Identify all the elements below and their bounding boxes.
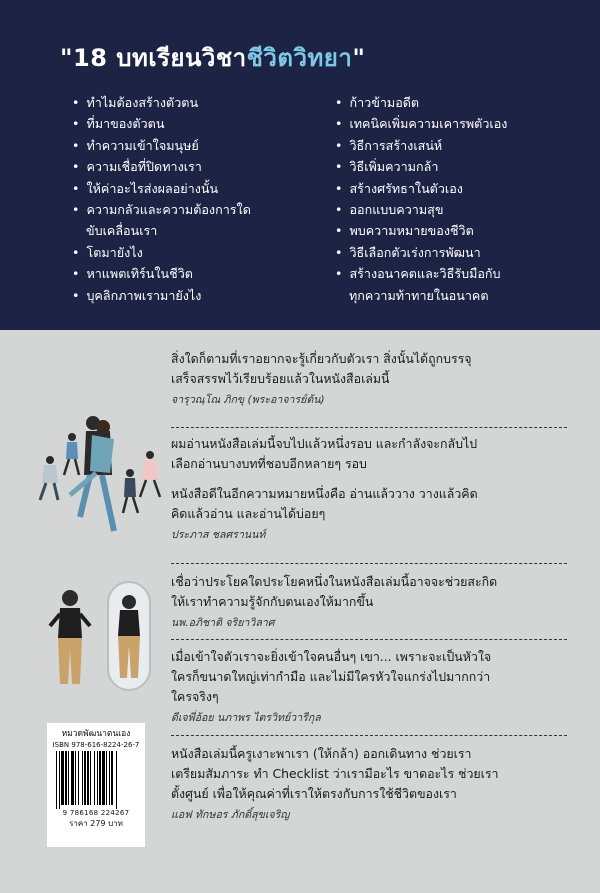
barcode-bar <box>116 751 117 809</box>
price: ราคา 279 บาท <box>69 819 123 828</box>
title-accent: ชีวิตวิทยา <box>246 44 353 72</box>
quote-line: เสร็จสรรพไว้เรียบร้อยแล้วในหนังสือเล่มนี้ <box>171 371 390 386</box>
barcode-bar <box>82 751 83 805</box>
topic-item: • สร้างศรัทธาในตัวเอง <box>335 178 575 199</box>
hugging-couple <box>70 416 114 531</box>
topic-item: • ออกแบบความสุข <box>335 199 575 220</box>
topic-item: • ความกลัวและความต้องการใด ขับเคลื่อนเรา <box>72 199 312 242</box>
barcode-bar <box>109 751 110 805</box>
topic-item: • โตมายังไง <box>72 242 312 263</box>
quote-line: เลือกอ่านบางบทที่ชอบอีกหลายๆ รอบ <box>171 456 367 471</box>
quote-line: ใครก็ขนาดใหญ่เท่ากำมือ และไม่มีใครหัวใจแกร่งไปมากกว่า <box>171 669 491 684</box>
topic-item: • ที่มาของตัวตน <box>72 113 312 134</box>
topic-item: • สร้างอนาคตและวิธีรับมือกับ ทุกความท้าทายในอนาคต <box>335 263 575 306</box>
divider <box>171 639 567 640</box>
book-category: หมวดพัฒนาตนเอง <box>61 729 131 739</box>
quote-author: ประภาส ชลศรานนท์ <box>171 529 266 541</box>
divider <box>171 563 567 564</box>
barcode-bar <box>78 751 79 805</box>
quote-line: หนังสือเล่มนี้ครูเงาะพาเรา (ให้กล้า) ออกเดินทาง ช่วยเรา <box>171 746 472 761</box>
topic-item: • พบความหมายของชีวิต <box>335 220 575 241</box>
quote-author: แอฟ ทักษอร ภักดิ์สุขเจริญ <box>171 809 290 821</box>
barcode-bar <box>84 751 86 805</box>
barcode-bar <box>56 751 57 809</box>
topic-item: • วิธีการสร้างเสน่ห์ <box>335 135 575 156</box>
title-part2: " <box>352 44 366 72</box>
quote-line: คิดแล้วอ่าน และอ่านได้บ่อยๆ <box>171 506 326 521</box>
barcode-bar <box>87 751 89 805</box>
book-title <box>60 38 560 77</box>
endorsement-quote <box>171 647 571 726</box>
endorsement-quote <box>171 349 571 408</box>
topic-item: • ก้าวข้ามอดีต <box>335 92 575 113</box>
barcode-digits: 9 786168 224267 <box>62 809 130 817</box>
barcode-bar <box>68 751 69 805</box>
quote-line: ใครจริงๆ <box>171 689 219 704</box>
quote-line: ตั้งศูนย์ เพื่อให้คุณค่าที่เราให้ตรงกับการใช้ชีวิตของเรา <box>171 786 457 801</box>
mirror <box>108 582 150 690</box>
topic-item: • หาแพตเทิร์นในชีวิต <box>72 263 312 284</box>
small-person <box>140 451 160 497</box>
quote-line: เชื่อว่าประโยคใดประโยคหนึ่งในหนังสือเล่มนี้อาจจะช่วยสะกิด <box>171 574 498 589</box>
topic-item: • ความเชื่อที่ปิดทางเรา <box>72 156 312 177</box>
barcode-bar <box>71 751 74 805</box>
topic-item: • บุคลิกภาพเรามายังไง <box>72 285 312 306</box>
barcode-panel <box>47 723 145 847</box>
barcode-bar <box>65 751 67 805</box>
isbn: ISBN 978-616-8224-26-7 <box>52 741 140 749</box>
small-person <box>123 469 138 513</box>
topic-item: • ทำไมต้องสร้างตัวตน <box>72 92 312 113</box>
divider <box>171 427 567 428</box>
barcode-bar <box>97 751 98 805</box>
topics-list-left <box>72 92 312 306</box>
topic-item: • ให้ค่าอะไรส่งผลอย่างนั้น <box>72 178 312 199</box>
barcode-bar <box>111 751 113 805</box>
quote-author: ดีเจพี่อ้อย นภาพร ไตรวิทย์วารีกุล <box>171 712 321 724</box>
quote-line: ผมอ่านหนังสือเล่มนี้จบไปแล้วหนึ่งรอบ และกำลังจะกลับไป <box>171 436 478 451</box>
woman-figure <box>50 590 90 684</box>
quote-line: เตรียมสัมภาระ ทำ Checklist ว่าเรามีอะไร ขาดอะไร ช่วยเรา <box>171 766 499 781</box>
barcode <box>54 751 138 809</box>
hug-crowd-illustration <box>30 405 170 545</box>
endorsement-quote <box>171 744 571 823</box>
quote-line: เมื่อเข้าใจตัวเราจะยิ่งเข้าใจคนอื่นๆ เขา... เพราะจะเป็นหัวใจ <box>171 649 492 664</box>
barcode-bar <box>61 751 64 805</box>
topic-item: • ทำความเข้าใจมนุษย์ <box>72 135 312 156</box>
divider <box>171 735 567 736</box>
small-person <box>40 456 58 500</box>
topic-item: • เทคนิคเพิ่มความเคารพตัวเอง <box>335 113 575 134</box>
topic-item: • วิธีเพิ่มความกล้า <box>335 156 575 177</box>
quote-author: นพ.อภิชาติ จริยาวิลาศ <box>171 617 275 629</box>
quote-author: จารุวณฺโณ ภิกขุ (พระอาจารย์ต้น) <box>171 394 325 406</box>
quote-line: หนังสือดีในอีกความหมายหนึ่งคือ อ่านแล้ววาง วางแล้วคิด <box>171 486 478 501</box>
quote-line: ให้เราทำความรู้จักกับตนเองให้มากขึ้น <box>171 594 374 609</box>
barcode-bar <box>75 751 76 805</box>
endorsement-quote <box>171 572 571 631</box>
barcode-bar <box>99 751 101 805</box>
topics-panel <box>0 0 600 330</box>
small-person <box>64 433 79 475</box>
endorsement-quote <box>171 434 571 543</box>
topic-item: • วิธีเลือกตัวเร่งการพัฒนา <box>335 242 575 263</box>
barcode-bar <box>90 751 91 805</box>
mirror-illustration <box>40 580 170 700</box>
barcode-bar <box>102 751 105 805</box>
barcode-bar <box>106 751 107 805</box>
barcode-bar <box>94 751 95 805</box>
barcode-bar <box>59 751 60 809</box>
topics-list-right <box>335 92 575 306</box>
title-part1: "18 บทเรียนวิชา <box>60 44 247 72</box>
quote-line: สิ่งใดก็ตามที่เราอยากจะรู้เกี่ยวกับตัวเรา สิ่งนั้นได้ถูกบรรจุ <box>171 351 472 366</box>
